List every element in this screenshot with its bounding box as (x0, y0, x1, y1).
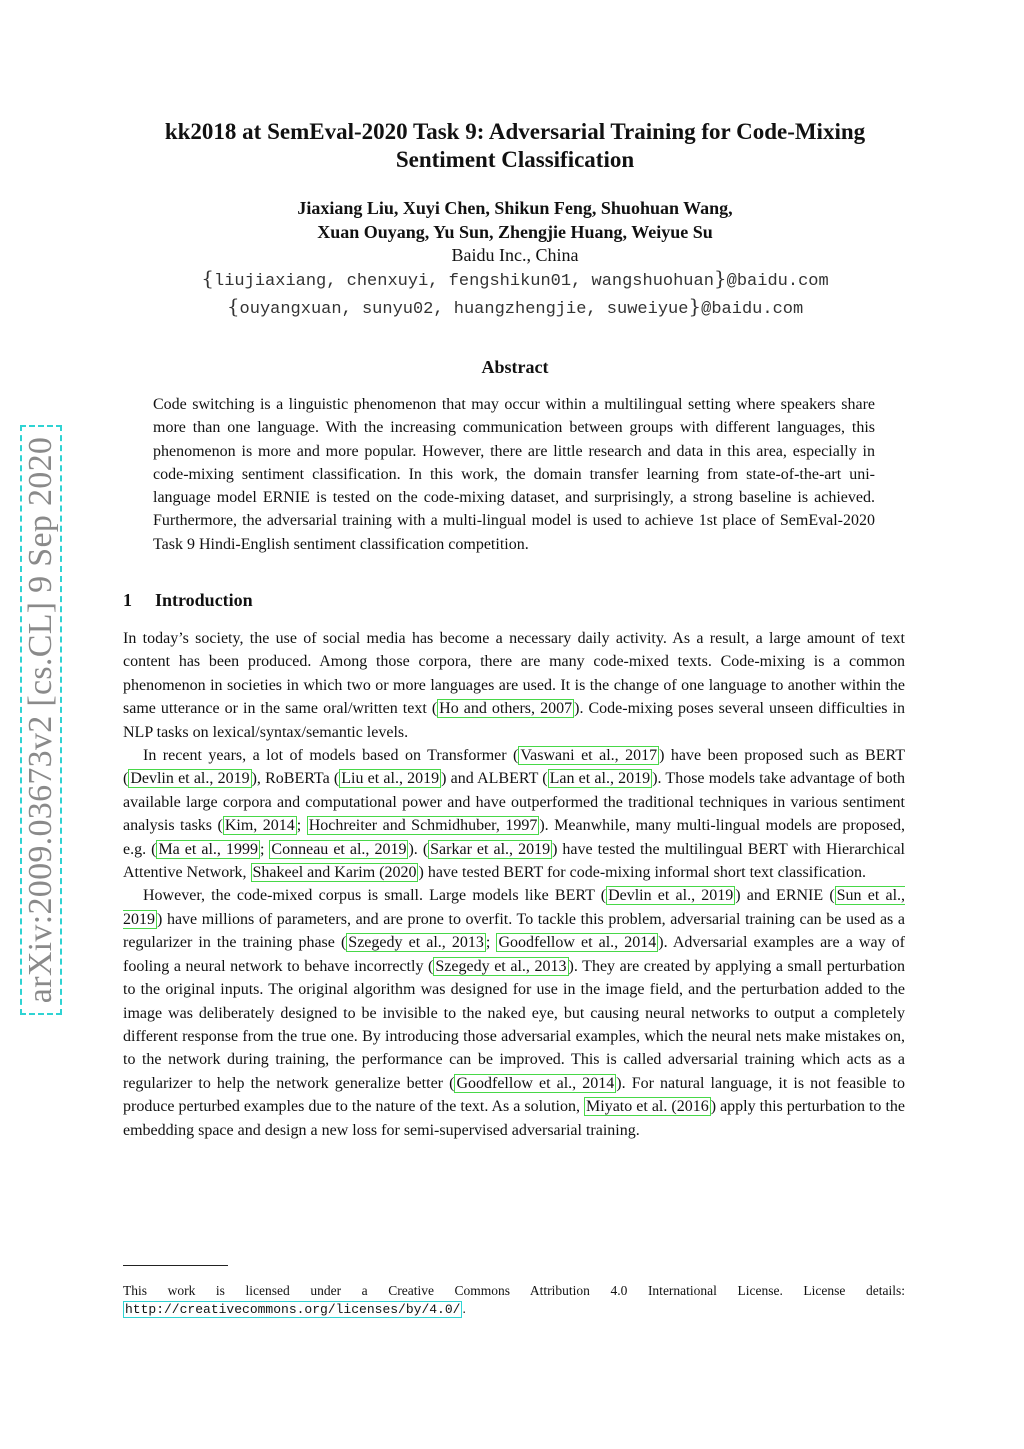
brace-open: { (226, 294, 240, 318)
text-run: ). They are created by applying a small perturbation to the original inputs. The original algorithm was designed for use in the image field, and the perturbation added to the image was deliberately designed to be invisible to the naked eye, but causing neural networks to output a completely different response from the true one. By introducing those adversarial examples, which the neural nets make mistakes on, to the network during training, the performance can be improved. This is called adversarial training which acts as a regularizer to help the network generalize better ( (123, 957, 906, 1092)
paragraph-1 (123, 627, 905, 744)
author-list (120, 196, 910, 244)
text-run: ). Meanwhile, many multi-lingual models are proposed, e.g. ( (123, 817, 906, 858)
text-run: ). Adversarial examples are a way of fooling a neural network to behave incorrectly ( (123, 934, 905, 975)
email-names-2: ouyangxuan, sunyu02, huangzhengjie, suweiyue (239, 300, 689, 319)
text-run: ) and ERNIE ( (735, 887, 835, 905)
citation-link[interactable]: Szegedy et al., 2013 (348, 934, 484, 952)
citation-link[interactable]: Szegedy et al., 2013 (435, 957, 567, 975)
citation-link[interactable]: Miyato et al. (2016 (586, 1098, 709, 1116)
license-footnote (123, 1282, 905, 1319)
footnote-rule (123, 1265, 228, 1266)
text-run: ) have millions of parameters, and are prone to overfit. To tackle this problem, adversarial training can be used as a regularizer in the training phase ( (123, 910, 905, 952)
citation-link[interactable]: Vaswani et al., 2017 (520, 747, 658, 765)
authors-line-2: Xuan Ouyang, Yu Sun, Zhengjie Huang, Weiyue Su (317, 222, 713, 242)
citation-link[interactable]: Sun et al., 2019 (123, 887, 906, 928)
citation-link[interactable]: Conneau et al., 2019 (271, 840, 407, 858)
citation-link[interactable]: Liu et al., 2019 (341, 770, 440, 788)
text-run: ) apply this perturbation to the embedding space and design a new loss for semi-supervised adversarial training. (123, 1098, 905, 1139)
citation-link[interactable]: Shakeel and Karim (2020 (252, 864, 417, 882)
citation-link[interactable]: Goodfellow et al., 2014 (456, 1074, 615, 1092)
section-title: Introduction (155, 590, 253, 610)
intro-body (123, 627, 905, 1142)
text-run: However, the code-mixed corpus is small. Large models like BERT ( (143, 887, 607, 905)
license-url-link[interactable]: http://creativecommons.org/licenses/by/4.0/ (125, 1302, 461, 1317)
footnote-text: This work is licensed under a Creative Commons Attribution 4.0 International License. License details: (123, 1283, 905, 1298)
text-run: ) and ALBERT ( (441, 770, 548, 788)
title-line-1: kk2018 at SemEval-2020 Task 9: Adversarial Training for Code-Mixing (164, 119, 866, 144)
text-run: ). Those models take advantage of both available large corpora and computational power and have outperformed the traditional techniques in various sentiment analysis tasks ( (123, 770, 906, 835)
affiliation: Baidu Inc., China (451, 245, 579, 265)
text-run: ), RoBERTa ( (251, 770, 340, 788)
section-number: 1 (123, 590, 132, 610)
text-run: ) have tested BERT for code-mixing informal short text classification. (418, 864, 866, 882)
citation-link[interactable]: Devlin et al., 2019 (130, 770, 250, 788)
paragraph-3 (123, 884, 905, 1141)
citation-link[interactable]: Goodfellow et al., 2014 (498, 934, 657, 952)
text-run: In recent years, a lot of models based on Transformer ( (143, 747, 519, 765)
text-run: In today’s society, the use of social media has become a necessary daily activity. As a result, a large amount of text content has been produced. Among those corpora, there are many code-mixed texts. Code-mixing is a common phenomenon in societies in which two or more languages are used. It is the change of one language to another within the same utterance or in the same oral/written text ( (123, 630, 905, 718)
paper-title (120, 118, 910, 174)
citation-link[interactable]: Hochreiter and Schmidhuber, 1997 (308, 817, 538, 835)
brace-close: } (688, 294, 702, 318)
abstract-text: Code switching is a linguistic phenomenon that may occur within a multilingual setting where speakers share more than one language. With the increasing communication between groups with different languages, this phenomenon is more and more popular. However, there are little research and data in this area, especially in code-mixing sentiment classification. In this work, the domain transfer learning from state-of-the-art uni-language model ERNIE is tested on the code-mixing dataset, and surprisingly, a strong baseline is achieved. Furthermore, the adversarial training with a multi-lingual model is used to achieve 1st place of SemEval-2020 Task 9 Hindi-English sentiment classification competition. (153, 396, 875, 553)
arxiv-stamp[interactable]: arXiv:2009.03673v2 [cs.CL] 9 Sep 2020 (22, 436, 59, 1004)
text-run: ; (259, 840, 270, 858)
text-run: ). For natural language, it is not feasible to produce perturbed examples due to the nature of the text. As a solution, (123, 1074, 905, 1116)
citation-link[interactable]: Devlin et al., 2019 (608, 887, 734, 905)
citation-link[interactable]: Sarkar et al., 2019 (430, 840, 551, 858)
brace-open: { (201, 266, 215, 290)
text-run: ). Code-mixing poses several unseen difficulties in NLP tasks on lexical/syntax/semantic levels. (123, 700, 906, 741)
email-domain-2: @baidu.com (701, 300, 804, 319)
text-run: ) have been proposed such as BERT ( (123, 747, 905, 788)
title-line-2: Sentiment Classification (395, 147, 635, 172)
citation-link[interactable]: Ho and others, 2007 (439, 700, 573, 718)
author-emails (100, 266, 930, 322)
email-line-1 (100, 266, 930, 294)
brace-close: } (713, 266, 727, 290)
authors-line-1: Jiaxiang Liu, Xuyi Chen, Shikun Feng, Shuohuan Wang, (297, 198, 733, 218)
text-run: ; (485, 934, 497, 952)
section-heading (123, 590, 253, 611)
text-run: ). ( (408, 840, 429, 858)
footnote-end: . (462, 1301, 466, 1316)
abstract-heading: Abstract (481, 357, 549, 377)
text-run: ; (296, 817, 307, 835)
citation-link[interactable]: Lan et al., 2019 (549, 770, 651, 788)
citation-link[interactable]: Kim, 2014 (224, 817, 295, 835)
text-run: ) have tested the multilingual BERT with Hierarchical Attentive Network, (123, 840, 905, 882)
email-names-1: liujiaxiang, chenxuyi, fengshikun01, wangshuohuan (214, 272, 714, 291)
email-line-2 (100, 294, 930, 322)
paragraph-2 (123, 744, 905, 884)
citation-link[interactable]: Ma et al., 1999 (158, 840, 258, 858)
email-domain-1: @baidu.com (726, 272, 829, 291)
